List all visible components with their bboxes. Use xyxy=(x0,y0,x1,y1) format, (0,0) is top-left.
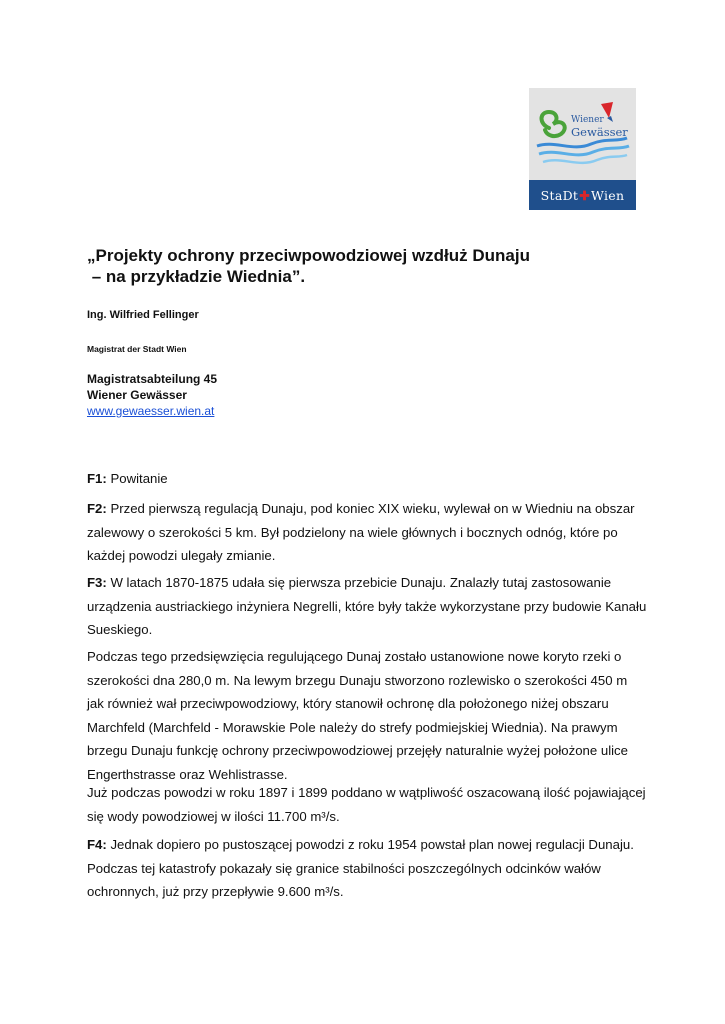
paragraph-f3 xyxy=(87,571,647,642)
wave-3 xyxy=(543,155,627,163)
department-name: Wiener Gewässer xyxy=(87,388,187,402)
logo-wordmark-gewaesser: Gewässer xyxy=(571,125,628,139)
vienna-cross-icon: ✚ xyxy=(579,187,591,203)
paragraph-text: W latach 1870-1875 udała się pierwsza przebicie Dunaju. Znalazły tutaj zastosowanie urządzenia austriackiego inżyniera Negrelli, które były także wykorzystane przy budowie Kanału Sueskiego. xyxy=(87,575,647,637)
paragraph-text: Powitanie xyxy=(106,471,168,486)
slide-label: F3: xyxy=(87,575,107,590)
author-name: Ing. Wilfried Fellinger xyxy=(87,309,199,321)
green-swirl xyxy=(542,112,565,136)
slide-label: F1: xyxy=(87,471,107,486)
paragraph-text: Podczas tego przedsięwzięcia regulującego Dunaj zostało ustanowione nowe koryto rzeki o szerokości dna 280,0 m. Na lewym brzegu Dunaju stworzono rozlewisko o szerokości 450 m jak również wał przeciwpowodziowy, który stanowił ochronę dla położonego niżej obszaru Marchfeld (Marchfeld - Morawskie Pole należy do strefy podmiejskiej Wiednia). Na prawym brzegu Dunaju funkcję ochrony przeciwpowodziowej przejęły naturalnie wyżej położone ulice Engerthstrasse oraz Wehlistrasse. xyxy=(87,649,628,782)
paragraph-f4 xyxy=(87,833,647,904)
paragraph-floods-1897 xyxy=(87,781,647,828)
blue-sail-icon xyxy=(607,116,613,122)
logo-emblem xyxy=(529,88,636,180)
stadt-wien-text-right: Wien xyxy=(591,187,625,203)
slide-label: F4: xyxy=(87,837,107,852)
document-title xyxy=(87,245,530,287)
wiener-gewaesser-logo xyxy=(529,88,636,210)
paragraph-f1 xyxy=(87,467,647,491)
logo-wordmark-wiener: Wiener xyxy=(571,115,604,125)
department-number: Magistratsabteilung 45 xyxy=(87,372,218,386)
stadt-wien-banner xyxy=(529,180,636,210)
paragraph-f2 xyxy=(87,497,647,568)
paragraph-text: Przed pierwszą regulacją Dunaju, pod koniec XIX wieku, wylewał on w Wiedniu na obszar zalewowy o szerokości 5 km. Był podzielony na wiele głównych i bocznych odnóg, które po każdej powodzi ulegały zmianie. xyxy=(87,501,635,563)
title-line-2: – na przykładzie Wiednia”. xyxy=(87,267,306,286)
wave-1 xyxy=(537,138,627,147)
slide-label: F2: xyxy=(87,501,107,516)
organization-name: Magistrat der Stadt Wien xyxy=(87,344,187,354)
paragraph-text: Jednak dopiero po pustoszącej powodzi z roku 1954 powstał plan nowej regulacji Dunaju. Podczas tej katastrofy pokazały się granice stabilności poszczególnych odcinków wałów ochronnych, już przy przepływie 9.600 m³/s. xyxy=(87,837,634,899)
stadt-wien-text-left: StaDt xyxy=(540,187,579,203)
website-link[interactable]: www.gewaesser.wien.at xyxy=(87,404,215,418)
paragraph-text: Już podczas powodzi w roku 1897 i 1899 poddano w wątpliwość oszacowaną ilość pojawiającej się wody powodziowej w ilości 11.700 m³/s. xyxy=(87,785,646,824)
title-line-1: „Projekty ochrony przeciwpowodziowej wzdłuż Dunaju xyxy=(87,246,530,265)
paragraph-regulation xyxy=(87,645,647,786)
department-block xyxy=(87,371,217,419)
